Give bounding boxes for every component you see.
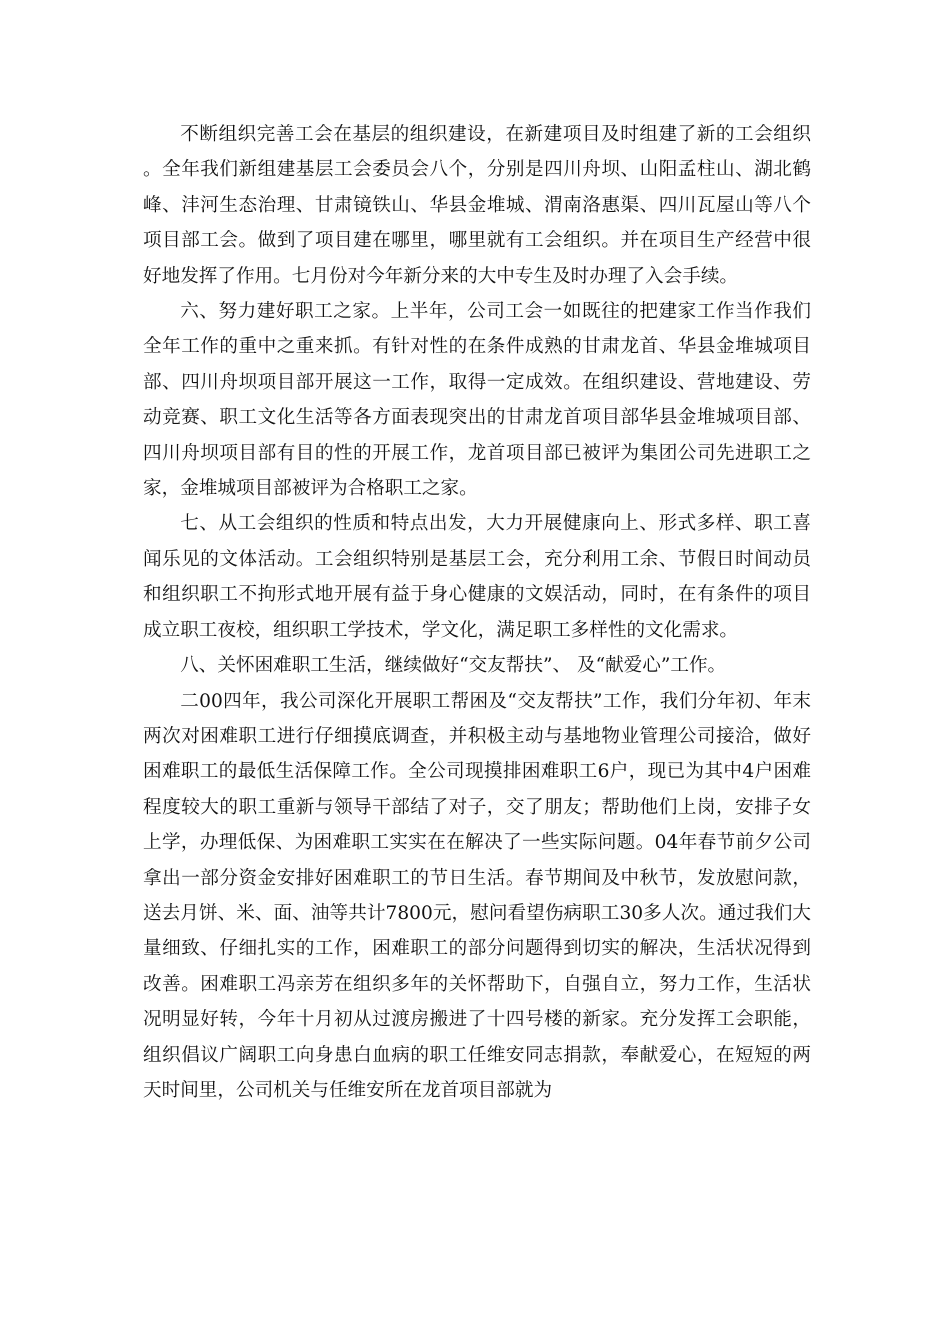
- paragraph-cultural-activities: 七、从工会组织的性质和特点出发，大力开展健康向上、形式多样、职工喜闻乐见的文体活动。工会组织特别是基层工会，充分利用工余、节假日时间动员和组织职工不拘形式地开展有益于身心健康的文娱活动，同时，在有条件的项目成立职工夜校，组织职工学技术，学文化，满足职工多样性的文化需求。: [143, 513, 811, 641]
- document-body: [143, 117, 811, 1108]
- paragraph-section-heading-care: 八、关怀困难职工生活，继续做好“交友帮扶”、 及“献爱心”工作。: [180, 655, 727, 677]
- paragraph-workers-home: 六、努力建好职工之家。上半年，公司工会一如既往的把建家工作当作我们全年工作的重中之重来抓。有针对性的在条件成熟的甘肃龙首、华县金堆城项目部、四川舟坝项目部开展这一工作，取得一定成效。在组织建设、营地建设、劳动竞赛、职工文化生活等各方面表现突出的甘肃龙首项目部华县金堆城项目部、四川舟坝项目部有目的性的开展工作，龙首项目部已被评为集团公司先进职工之家，金堆城项目部被评为合格职工之家。: [143, 301, 811, 500]
- paragraph-union-organization: 不断组织完善工会在基层的组织建设，在新建项目及时组建了新的工会组织。全年我们新组建基层工会委员会八个，分别是四川舟坝、山阳孟柱山、湖北鹤峰、沣河生态治理、甘肃镜铁山、华县金堆城、渭南洛惠渠、四川瓦屋山等八个项目部工会。做到了项目建在哪里，哪里就有工会组织。并在项目生产经营中很好地发挥了作用。七月份对今年新分来的大中专生及时办理了入会手续。: [143, 124, 811, 287]
- paragraph-hardship-assistance: 二00四年，我公司深化开展职工帮困及“交友帮扶”工作，我们分年初、年末两次对困难职工进行仔细摸底调查，并积极主动与基地物业管理公司接洽，做好困难职工的最低生活保障工作。全公司现摸排困难职工6户，现已为其中4户困难程度较大的职工重新与领导干部结了对子，交了朋友；帮助他们上岗，安排子女上学，办理低保、为困难职工实实在在解决了一些实际问题。04年春节前夕公司拿出一部分资金安排好困难职工的节日生活。春节期间及中秋节，发放慰问款，送去月饼、米、面、油等共计7800元，慰问看望伤病职工30多人次。通过我们大量细致、仔细扎实的工作，困难职工的部分问题得到切实的解决，生活状况得到改善。困难职工冯亲芳在组织多年的关怀帮助下，自强自立，努力工作，生活状况明显好转，今年十月初从过渡房搬进了十四号楼的新家。充分发挥工会职能，组织倡议广阔职工向身患白血病的职工任维安同志捐款，奉献爱心，在短短的两天时间里，公司机关与任维安所在龙首项目部就为: [143, 690, 811, 1101]
